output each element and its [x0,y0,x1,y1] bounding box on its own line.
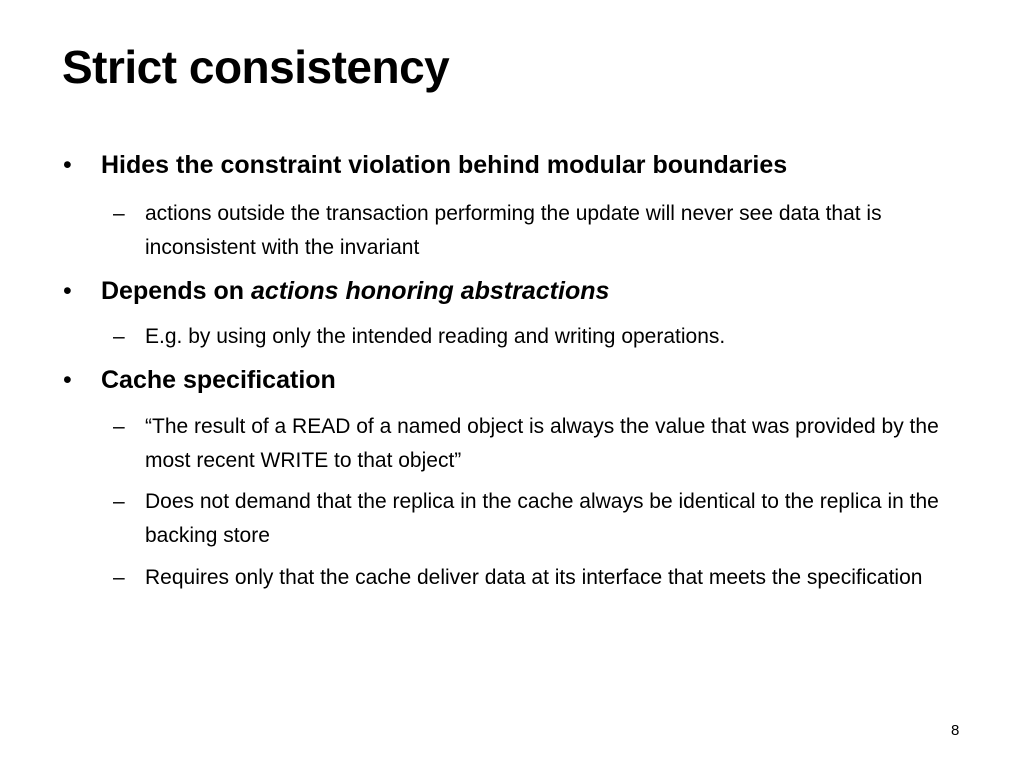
bullet-dot-icon: • [63,366,72,394]
sub-bullet-item [113,485,955,553]
dash-icon: – [113,202,125,225]
bullet-dot-icon: • [63,151,72,179]
bullet-text-italic: actions honoring abstractions [251,277,610,305]
bullet-text: Hides the constraint violation behind modular boundaries [101,151,788,179]
dash-icon: – [113,566,125,589]
slide-title: Strict consistency [62,41,450,93]
bullet-text-plain: Depends on [101,277,252,305]
bullet-dot-icon: • [63,277,72,305]
sub-bullet-text: “The result of a READ of a named object is always the value that was provided by the most recent WRITE to that object” [145,415,939,472]
dash-icon: – [113,415,125,438]
sub-bullet-item [113,320,955,354]
sub-bullet-text: Requires only that the cache deliver data at its interface that meets the specification [145,566,923,589]
dash-icon: – [113,325,125,348]
sub-bullet-text: actions outside the transaction performing the update will never see data that is inconsistent with the invariant [145,202,882,259]
bullet-item [63,277,610,306]
sub-bullet-item [113,410,955,478]
dash-icon: – [113,490,125,513]
bullet-item [63,151,788,180]
sub-bullet-text: E.g. by using only the intended reading and writing operations. [145,325,726,348]
bullet-text: Cache specification [101,366,336,394]
sub-bullet-item [113,561,955,595]
sub-bullet-item [113,197,955,265]
page-number: 8 [951,722,960,739]
sub-bullet-text: Does not demand that the replica in the cache always be identical to the replica in the backing store [145,490,939,547]
bullet-item [63,366,336,395]
